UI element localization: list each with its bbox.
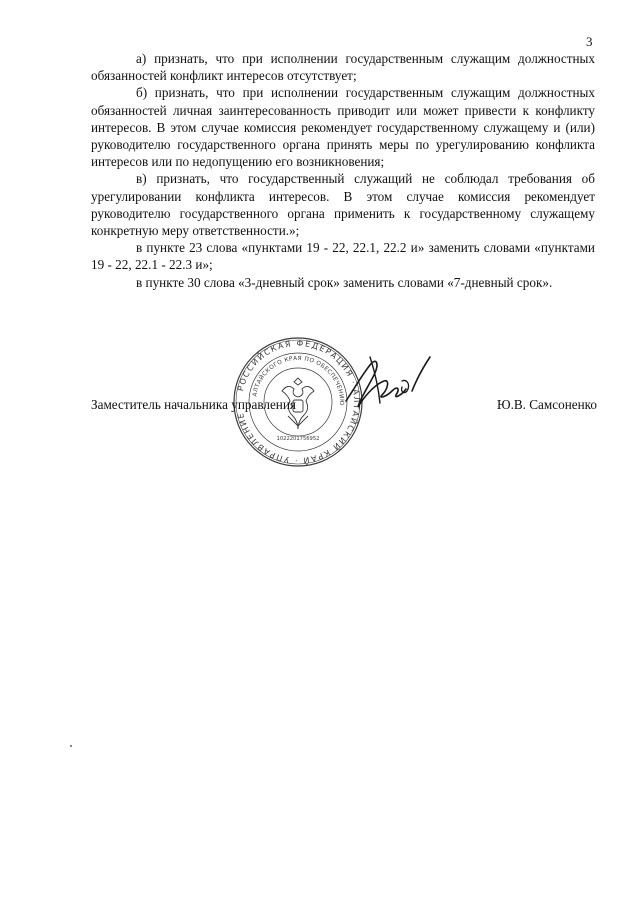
paragraph-v: в) признать, что государственный служащий не соблюдал требования об урегулировании конфликта интересов. В этом случае комиссия рекомендует руководителю государственного органа применить к государственному служащему конкретную меру ответственности.»; [91, 171, 595, 239]
signer-name: Ю.В. Самсоненко [497, 397, 597, 412]
paragraph-point-23: в пункте 23 слова «пунктами 19 - 22, 22.1, 22.2 и» заменить словами «пунктами 19 - 22, 22.1 - 22.3 и»; [91, 240, 595, 273]
signer-title: Заместитель начальника управления [91, 397, 296, 412]
handwritten-signature [340, 345, 440, 425]
margin-mark [70, 745, 72, 747]
paragraph-b: б) признать, что при исполнении государственным служащим должностных обязанностей личная заинтересованность приводит или может привести к конфликту интересов. В этом случае комиссия рекомендует государственному служащему и (или) руководителю государственного органа принять меры по урегулированию конфликта интересов или по недопущению его возникновения; [91, 85, 595, 170]
paragraph-point-30: в пункте 30 слова «3-дневный срок» заменить словами «7-дневный срок». [136, 274, 553, 290]
seal-inner-text: АЛТАЙСКОГО КРАЯ ПО ОБЕСПЕЧЕНИЮ [252, 355, 345, 406]
document-body [91, 50, 595, 291]
seal-outer-text: РОССИЙСКАЯ ФЕДЕРАЦИЯ · АЛТАЙСКИЙ КРАЙ · УПРАВЛЕНИЕ [235, 338, 362, 466]
page-number: 3 [586, 34, 593, 49]
paragraph-a: а) признать, что при исполнении государственным служащим должностных обязанностей конфликт интересов отсутствует; [91, 51, 595, 84]
seal-ogrn: 1022201756952 [276, 436, 320, 442]
